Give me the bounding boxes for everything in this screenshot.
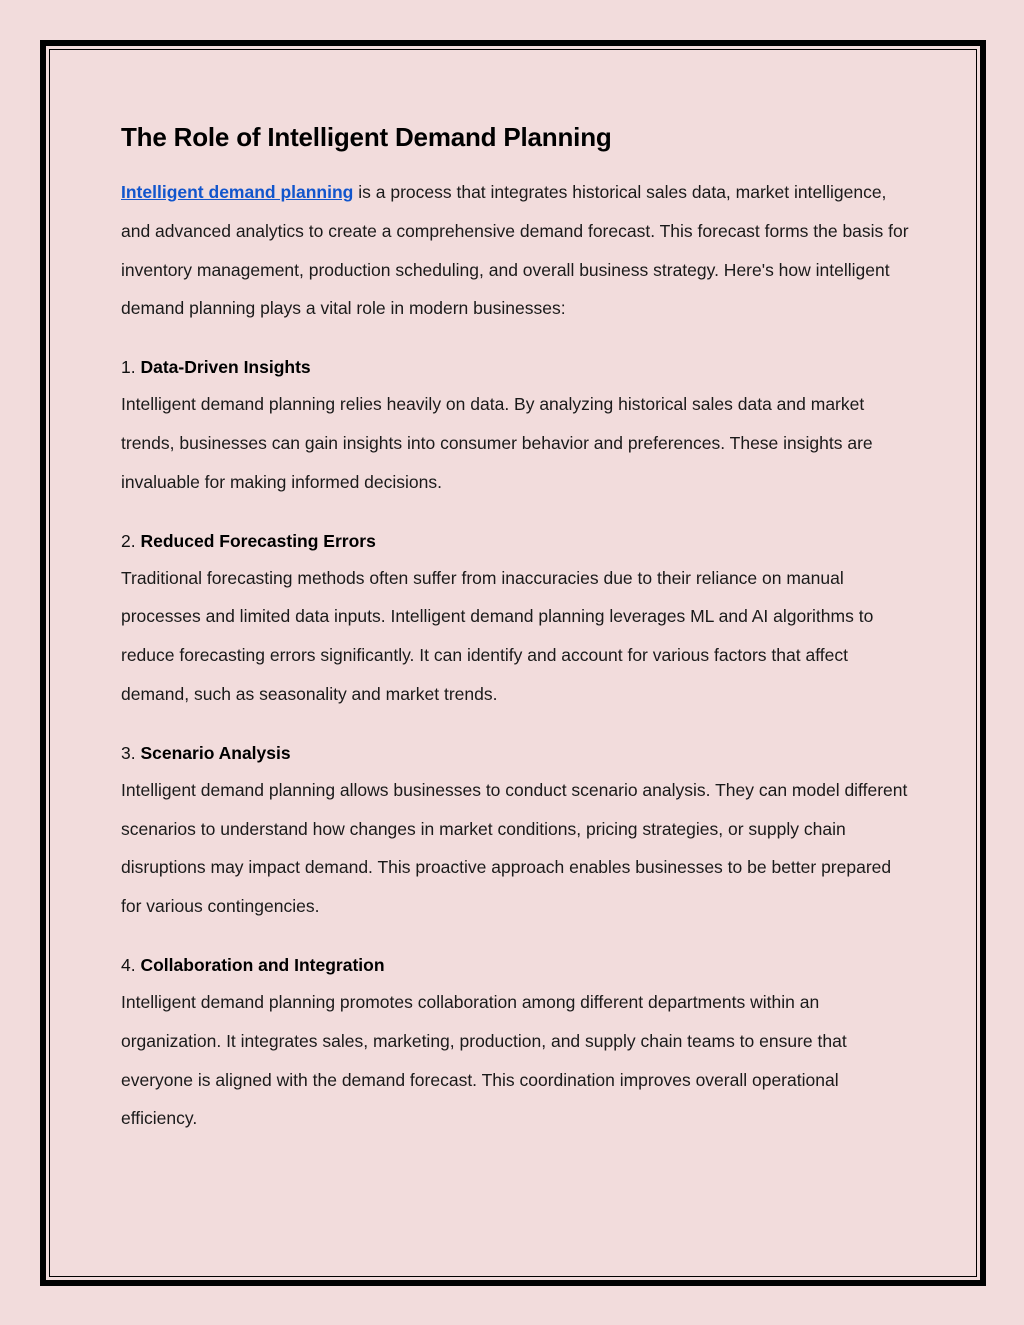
section-number: 3. [121, 742, 136, 763]
section-data-driven-insights [121, 354, 911, 501]
intelligent-demand-planning-link[interactable]: Intelligent demand planning [121, 182, 354, 202]
section-heading [121, 740, 911, 766]
intro-paragraph [121, 173, 911, 328]
section-body: Traditional forecasting methods often suffer from inaccuracies due to their reliance on manual processes and limited data inputs. Intelligent demand planning leverages ML and AI algorithms to reduce forecasting errors significantly. It can identify and account for various factors that affect demand, such as seasonality and market trends. [121, 567, 874, 704]
section-title: Reduced Forecasting Errors [140, 530, 376, 551]
section-number: 2. [121, 530, 136, 551]
section-heading [121, 354, 911, 380]
intro-text: is a process that integrates historical sales data, market intelligence, and advanced analytics to create a comprehensive demand forecast. This forecast forms the basis for inventory management, production scheduling, and overall business strategy. Here's how intelligent demand planning plays a vital role in modern businesses: [121, 182, 909, 319]
section-title: Collaboration and Integration [140, 954, 385, 975]
section-collaboration-and-integration [121, 952, 911, 1138]
section-body: Intelligent demand planning allows businesses to conduct scenario analysis. They can model different scenarios to understand how changes in market conditions, pricing strategies, or supply chain disruptions may impact demand. This proactive approach enables businesses to be better prepared for various contingencies. [121, 779, 908, 917]
section-number: 1. [121, 357, 136, 378]
section-heading [121, 528, 911, 554]
document-content [121, 118, 911, 1138]
section-title: Data-Driven Insights [140, 357, 311, 378]
section-title: Scenario Analysis [140, 742, 291, 763]
section-number: 4. [121, 954, 136, 975]
section-body: Intelligent demand planning relies heavily on data. By analyzing historical sales data and market trends, businesses can gain insights into consumer behavior and preferences. These insights are invaluable for making informed decisions. [121, 394, 873, 492]
section-scenario-analysis [121, 740, 911, 926]
page-title: The Role of Intelligent Demand Planning [121, 122, 612, 152]
section-reduced-forecasting-errors [121, 528, 911, 714]
section-body: Intelligent demand planning promotes collaboration among different departments within an organization. It integrates sales, marketing, production, and supply chain teams to ensure that everyone is aligned with the demand forecast. This coordination improves overall operational efficiency. [121, 991, 847, 1129]
section-heading [121, 952, 911, 978]
